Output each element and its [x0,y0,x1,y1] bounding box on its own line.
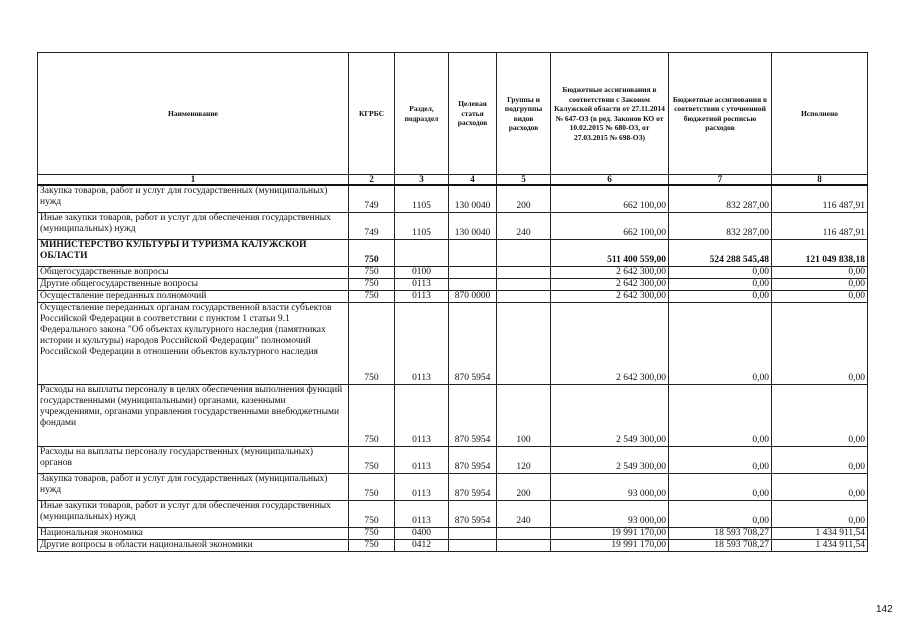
expense-group [497,239,551,266]
item-name: Другие общегосударственные вопросы [38,278,349,290]
kgrbs-code: 750 [349,302,395,384]
executed-amount: 116 487,91 [772,212,868,239]
target-article [449,266,497,278]
section-code: 0113 [395,500,449,527]
item-name: Осуществление переданных полномочий [38,290,349,302]
item-name: Расходы на выплаты персоналу государственных (муниципальных) органов [38,446,349,473]
target-article: 870 5954 [449,384,497,446]
header-cell: Целевая статья расходов [449,53,497,175]
refined-allocation: 524 288 545,48 [669,239,772,266]
kgrbs-code: 750 [349,473,395,500]
expense-group: 100 [497,384,551,446]
table-row [38,302,868,384]
item-name: Осуществление переданных органам государственной власти субъектов Российской Федерации в соответствии с пунктом 1 статьи 9.1 Федерального закона "Об объектах культурного наследия (памятниках истории и культуры) народов Российской Федерации" полномочий Российской Федерации в отношении объектов культурного наследия [38,302,349,384]
law-allocation: 2 642 300,00 [551,290,669,302]
executed-amount: 0,00 [772,500,868,527]
refined-allocation: 0,00 [669,302,772,384]
column-number: 7 [669,175,772,186]
table-row [38,290,868,302]
header-cell: Наименование [38,53,349,175]
header-cell: Раздел, подраздел [395,53,449,175]
executed-amount: 0,00 [772,384,868,446]
executed-amount: 0,00 [772,266,868,278]
executed-amount: 116 487,91 [772,185,868,212]
column-number: 1 [38,175,349,186]
law-allocation: 2 549 300,00 [551,384,669,446]
table-row [38,446,868,473]
refined-allocation: 18 593 708,27 [669,527,772,539]
kgrbs-code: 750 [349,500,395,527]
section-code: 1105 [395,185,449,212]
refined-allocation: 0,00 [669,266,772,278]
section-code: 1105 [395,212,449,239]
expense-group: 200 [497,473,551,500]
expense-group [497,278,551,290]
refined-allocation: 0,00 [669,446,772,473]
section-code: 0113 [395,384,449,446]
section-code [395,239,449,266]
expense-group [497,290,551,302]
column-number: 4 [449,175,497,186]
executed-amount: 0,00 [772,446,868,473]
law-allocation: 2 642 300,00 [551,302,669,384]
target-article [449,239,497,266]
expense-group: 240 [497,212,551,239]
item-name: Национальная экономика [38,527,349,539]
section-code: 0100 [395,266,449,278]
item-name: Иные закупки товаров, работ и услуг для обеспечения государственных (муниципальных) нужд [38,212,349,239]
kgrbs-code: 750 [349,384,395,446]
target-article: 870 5954 [449,500,497,527]
table-header-row [38,53,868,175]
executed-amount: 0,00 [772,302,868,384]
kgrbs-code: 749 [349,212,395,239]
kgrbs-code: 750 [349,290,395,302]
table-row [38,266,868,278]
kgrbs-code: 750 [349,446,395,473]
refined-allocation: 0,00 [669,473,772,500]
column-number: 8 [772,175,868,186]
header-cell: Исполнено [772,53,868,175]
expense-group [497,539,551,551]
kgrbs-code: 750 [349,539,395,551]
expense-group [497,302,551,384]
column-number: 5 [497,175,551,186]
table-row [38,239,868,266]
kgrbs-code: 750 [349,527,395,539]
executed-amount: 0,00 [772,473,868,500]
kgrbs-code: 750 [349,239,395,266]
target-article: 870 5954 [449,302,497,384]
header-cell: Бюджетные ассигнования в соответствии с Законом Калужской области от 27.11.2014 № 647-ОЗ (в ред. Законов КО от 10.02.2015 № 680-ОЗ, от 27.03.2015 № 698-ОЗ) [551,53,669,175]
target-article [449,527,497,539]
item-name: Закупка товаров, работ и услуг для государственных (муниципальных) нужд [38,185,349,212]
law-allocation: 19 991 170,00 [551,527,669,539]
target-article: 870 0000 [449,290,497,302]
section-code: 0113 [395,446,449,473]
executed-amount: 1 434 911,54 [772,539,868,551]
refined-allocation: 832 287,00 [669,212,772,239]
item-name: Общегосударственные вопросы [38,266,349,278]
section-code: 0113 [395,278,449,290]
header-cell: Группы и подгруппы видов расходов [497,53,551,175]
table-row [38,539,868,551]
column-number-row [38,175,868,186]
refined-allocation: 0,00 [669,384,772,446]
item-name: МИНИСТЕРСТВО КУЛЬТУРЫ И ТУРИЗМА КАЛУЖСКОЙ ОБЛАСТИ [38,239,349,266]
target-article: 870 5954 [449,446,497,473]
table-row [38,500,868,527]
item-name: Другие вопросы в области национальной экономики [38,539,349,551]
section-code: 0113 [395,473,449,500]
executed-amount: 1 434 911,54 [772,527,868,539]
section-code: 0113 [395,290,449,302]
target-article: 130 0040 [449,185,497,212]
column-number: 2 [349,175,395,186]
law-allocation: 19 991 170,00 [551,539,669,551]
header-cell: Бюджетные ассигнования в соответствии с уточненной бюджетной росписью расходов [669,53,772,175]
executed-amount: 0,00 [772,290,868,302]
item-name: Закупка товаров, работ и услуг для государственных (муниципальных) нужд [38,473,349,500]
header-cell: КГРБС [349,53,395,175]
expense-group [497,527,551,539]
kgrbs-code: 750 [349,266,395,278]
expense-group: 200 [497,185,551,212]
expense-group: 240 [497,500,551,527]
budget-table [37,52,868,552]
table-row [38,212,868,239]
target-article [449,278,497,290]
page-number: 142 [876,604,893,615]
refined-allocation: 832 287,00 [669,185,772,212]
executed-amount: 121 049 838,18 [772,239,868,266]
table-row [38,185,868,212]
law-allocation: 662 100,00 [551,185,669,212]
item-name: Расходы на выплаты персоналу в целях обеспечения выполнения функций государственными (муниципальными) органами, казенными учреждениями, органами управления государственными внебюджетными фондами [38,384,349,446]
refined-allocation: 0,00 [669,290,772,302]
expense-group: 120 [497,446,551,473]
law-allocation: 93 000,00 [551,473,669,500]
section-code: 0412 [395,539,449,551]
table-body [38,185,868,551]
law-allocation: 93 000,00 [551,500,669,527]
table-row [38,527,868,539]
executed-amount: 0,00 [772,278,868,290]
item-name: Иные закупки товаров, работ и услуг для обеспечения государственных (муниципальных) нужд [38,500,349,527]
target-article: 870 5954 [449,473,497,500]
table-row [38,278,868,290]
target-article [449,539,497,551]
law-allocation: 2 642 300,00 [551,266,669,278]
section-code: 0400 [395,527,449,539]
table-row [38,384,868,446]
refined-allocation: 0,00 [669,500,772,527]
kgrbs-code: 750 [349,278,395,290]
law-allocation: 2 642 300,00 [551,278,669,290]
refined-allocation: 0,00 [669,278,772,290]
law-allocation: 2 549 300,00 [551,446,669,473]
law-allocation: 511 400 559,00 [551,239,669,266]
target-article: 130 0040 [449,212,497,239]
table-row [38,473,868,500]
kgrbs-code: 749 [349,185,395,212]
law-allocation: 662 100,00 [551,212,669,239]
column-number: 6 [551,175,669,186]
section-code: 0113 [395,302,449,384]
refined-allocation: 18 593 708,27 [669,539,772,551]
expense-group [497,266,551,278]
column-number: 3 [395,175,449,186]
